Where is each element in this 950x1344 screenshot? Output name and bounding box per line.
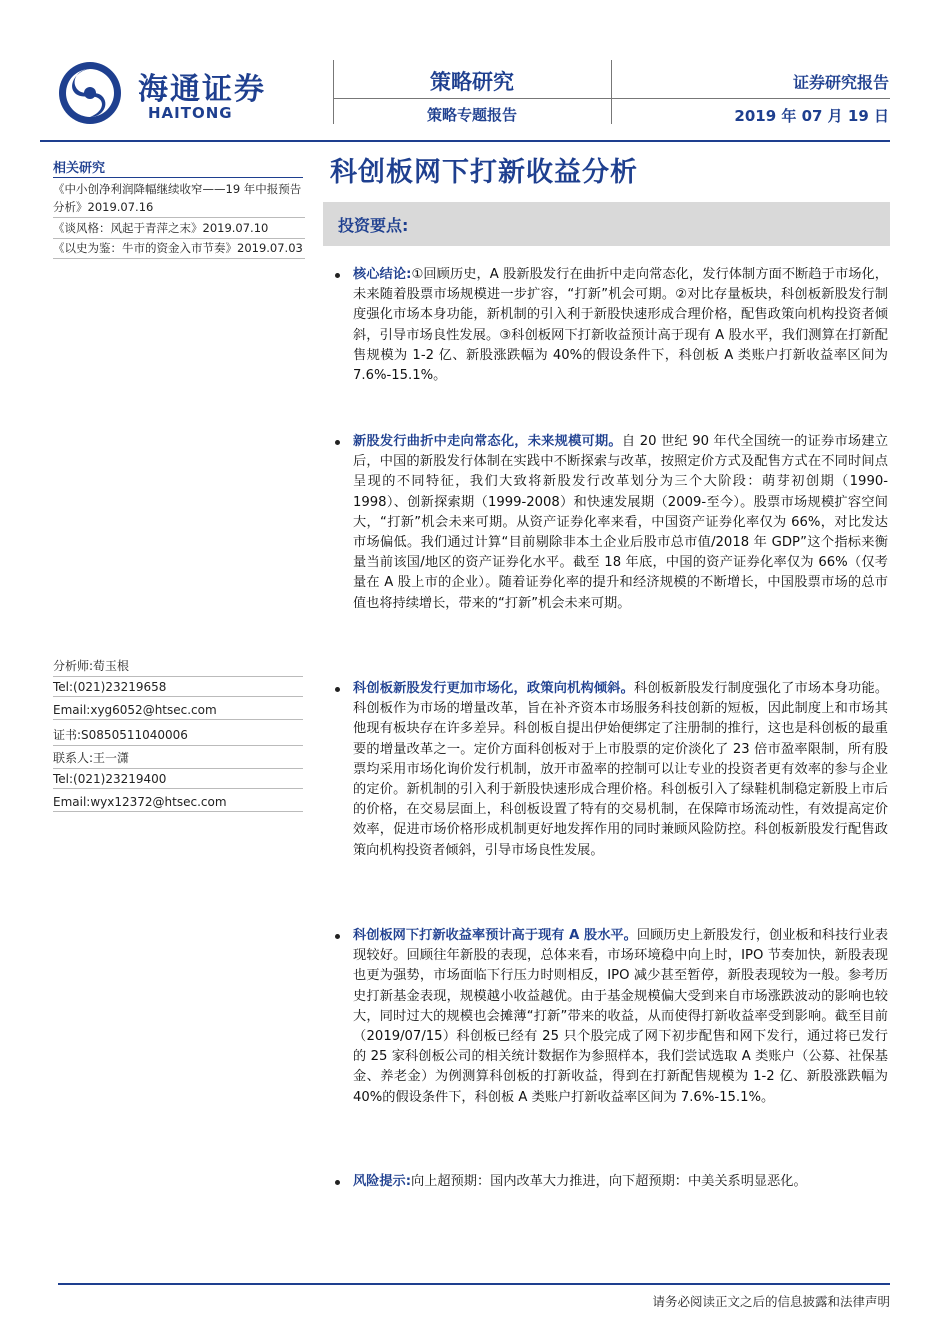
key-point-risk bbox=[335, 1172, 888, 1192]
analyst-certificate: 证书:S0850511040006 bbox=[53, 726, 303, 746]
logo-english-name: HAITONG bbox=[148, 104, 233, 122]
bullet-icon bbox=[335, 934, 340, 939]
key-points-label: 投资要点: bbox=[338, 216, 409, 235]
footer-rule bbox=[58, 1283, 890, 1285]
analyst-tel: Tel:(021)23219658 bbox=[53, 680, 303, 697]
header-rule bbox=[40, 140, 890, 142]
contact-tel: Tel:(021)23219400 bbox=[53, 772, 303, 789]
report-type: 证券研究报告 bbox=[792, 73, 889, 92]
footer-disclaimer: 请务必阅读正文之后的信息披露和法律声明 bbox=[652, 1294, 890, 1309]
key-point-lead: 科创板网下打新收益率预计高于现有 A 股水平。 bbox=[353, 928, 637, 943]
contact-name: 联系人:王一潇 bbox=[53, 749, 303, 769]
analyst-name: 分析师:荀玉根 bbox=[53, 657, 303, 677]
key-point-core-conclusion bbox=[335, 265, 888, 386]
key-point-body: 自 20 世纪 90 年代全国统一的证券市场建立后，中国的新股发行体制在实践中不断探索与改革，按照定价方式及配售方式在不同时间点呈现的不同特征，我们大致将新股发行改革划分为三个大阶段：萌芽初创期（1990-1998）、创新探索期（1999-2008）和快速发展期（2009-至今）。股票市场规模扩容空间大，“打新”机会未来可期。从资产证券化率来看，中国资产证券化率仅为 66%，对比发达市场偏低。我们通过计算“目前剔除非本土企业后股市总市值/2018 年 GDP”这个指标来衡量当前该国/地区的资产证券化水平。截至 18 年底，中国的资产证券化率仅为 66%（仅考量在 A 股上市的企业）。随着证券化率的提升和经济规模的不断增长，中国股票市场的总市值也将持续增长，带来的“打新”机会未来可期。 bbox=[353, 434, 889, 611]
report-date: 2019 年 07 月 19 日 bbox=[734, 107, 889, 125]
key-point-ipo-return bbox=[335, 926, 888, 1108]
related-research-item[interactable]: 《以史为鉴：牛市的资金入市节奏》2019.07.03 bbox=[53, 239, 305, 259]
key-point-body: ①回顾历史，A 股新股发行在曲折中走向常态化，发行体制方面不断趋于市场化，未来随着股票市场规模进一步扩容，“打新”机会可期。②对比存量板块，科创板新股发行制度强化市场本身功能，新机制的引入利于新股快速形成合理价格，配售政策向机构投资者倾斜，引导市场良性发展。③科创板网下打新收益预计高于现有 A 股水平，我们测算在打新配售规模为 1-2 亿、新股涨跌幅为 40%的假设条件下，科创板 A 类账户打新收益率区间为 7.6%-15.1%。 bbox=[353, 267, 888, 384]
key-point-body: 回顾历史上新股发行，创业板和科技行业表现较好。回顾往年新股的表现，总体来看，市场环境稳中向上时，IPO 节奏加快，新股表现也更为强势，市场面临下行压力时则相反，IPO 减少甚至暂停，新股表现较为一般。参考历史打新基金表现，规模越小收益越优。由于基金规模偏大受到来自市场涨跌波动的影响也较大，同时过大的规模也会摊薄“打新”带来的收益，从而使得打新收益率受到影响。截至目前（2019/07/15）科创板已经有 25 只个股完成了网下初步配售和网下发行，通过将已发行的 25 家科创板公司的相关统计数据作为参照样本，我们尝试选取 A 类账户（公募、社保基金、养老金）为例测算科创板的打新收益，得到在打新配售规模为 1-2 亿、新股涨跌幅为 40%的假设条件下，科创板 A 类账户打新收益率区间为 7.6%-15.1%。 bbox=[353, 928, 889, 1105]
key-point-lead: 核心结论: bbox=[353, 267, 412, 282]
bullet-icon bbox=[335, 273, 340, 278]
key-point-body: 向上超预期：国内改革大力推进，向下超预期：中美关系明显恶化。 bbox=[411, 1174, 807, 1189]
related-research-item[interactable]: 《中小创净利润降幅继续收窄——19 年中报预告分析》2019.07.16 bbox=[53, 180, 305, 218]
related-research-rule bbox=[53, 177, 303, 178]
report-title: 科创板网下打新收益分析 bbox=[330, 157, 638, 188]
analyst-email[interactable]: Email:xyg6052@htsec.com bbox=[53, 703, 303, 720]
bullet-icon bbox=[335, 440, 340, 445]
key-point-lead: 科创板新股发行更加市场化，政策向机构倾斜。 bbox=[353, 681, 634, 696]
key-point-lead: 风险提示: bbox=[353, 1174, 412, 1189]
key-point-ipo-history bbox=[335, 432, 888, 614]
key-point-lead: 新股发行曲折中走向常态化，未来规模可期。 bbox=[353, 434, 622, 449]
related-research-item[interactable]: 《谈风格：风起于青萍之末》2019.07.10 bbox=[53, 219, 305, 239]
bullet-icon bbox=[335, 687, 340, 692]
bullet-icon bbox=[335, 1180, 340, 1185]
contact-email[interactable]: Email:wyx12372@htsec.com bbox=[53, 795, 303, 812]
header-section: 策略研究 bbox=[430, 70, 514, 94]
key-point-star-market-policy bbox=[335, 679, 888, 861]
logo-chinese-name: 海通证券 bbox=[138, 72, 266, 107]
key-point-body: 科创板新股发行制度强化了市场本身功能。科创板作为市场的增量改革，旨在补齐资本市场服务科技创新的短板，因此制度上和市场其他现有板块存在许多差异。科创板自提出伊始便绑定了注册制的推行，这也是科创板的最重要的增量改革之一。定价方面科创板对于上市股票的定价淡化了 23 倍市盈率限制，所有股票均采用市场化询价发行机制，放开市盈率的控制可以让专业的投资者更有效率的参与企业的定价。新机制的引入利于新股快速形成合理价格。科创板引入了绿鞋机制稳定新股上市后的价格，在交易层面上，科创板设置了特有的交易机制，在保障市场流动性，有效提高定价效率，促进市场价格形成机制更好地发挥作用的同时兼顾风险防控。科创板新股发行配售政策向机构投资者倾斜，引导市场良性发展。 bbox=[353, 681, 889, 858]
related-research-title: 相关研究 bbox=[53, 161, 106, 176]
header-subtitle: 策略专题报告 bbox=[426, 106, 517, 124]
header-divider bbox=[333, 98, 890, 99]
